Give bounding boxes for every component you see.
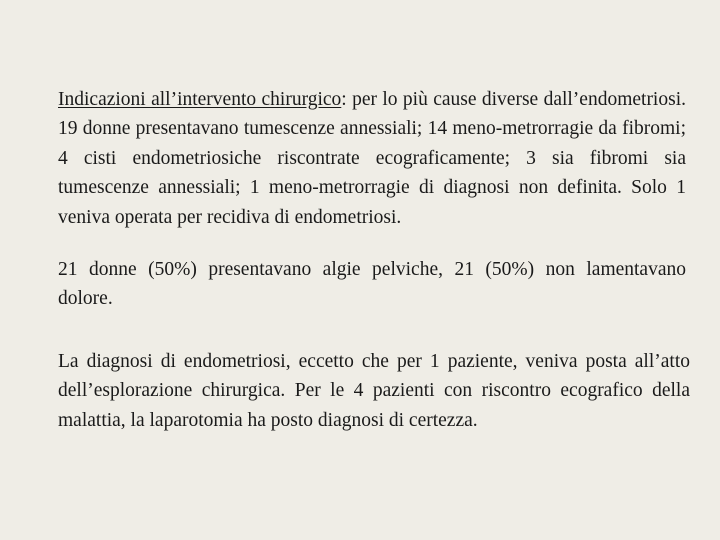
paragraph-indications (58, 85, 686, 232)
paragraph-diagnosis: La diagnosi di endometriosi, eccetto che per 1 paziente, veniva posta all’atto dell’esplorazione chirurgica. Per le 4 pazienti con riscontro ecografico della malattia, la laparotomia ha posto diagnosi di certezza. (58, 351, 690, 431)
paragraph-pain: 21 donne (50%) presentavano algie pelviche, 21 (50%) non lamentavano dolore. (58, 259, 686, 310)
indications-text: : per lo più cause diverse dall’endometriosi. 19 donne presentavano tumescenze annessiali; 14 meno-metrorragie da fibromi; 4 cisti endometriosiche riscontrate ecograficamente; 3 sia fibromi sia tumescenze annessiali; 1 meno-metrorragie di diagnosi non definita. Solo 1 veniva operata per recidiva di endometriosi. (58, 89, 686, 228)
indications-heading: Indicazioni all’intervento chirurgico (58, 89, 342, 110)
